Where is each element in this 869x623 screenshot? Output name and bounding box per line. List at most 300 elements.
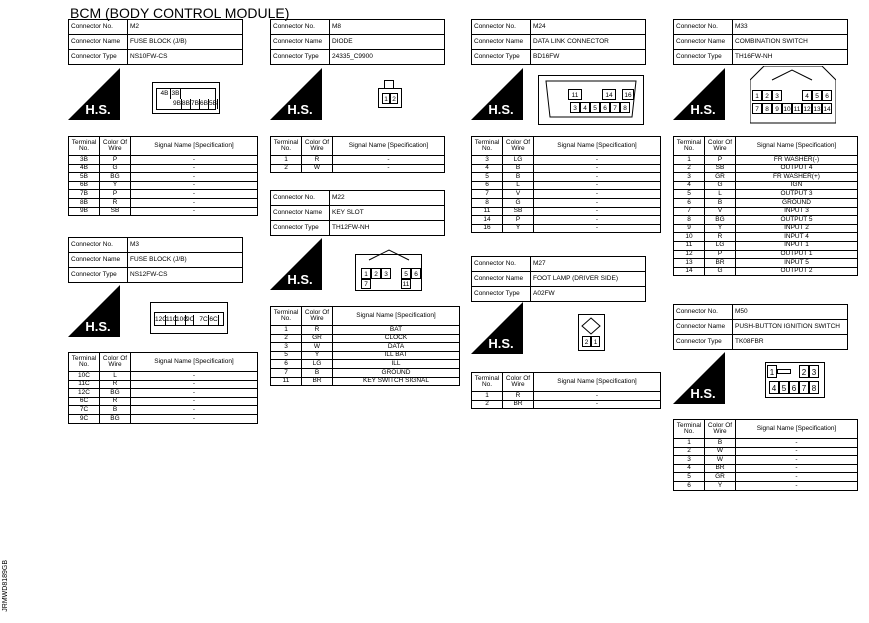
connector-info-row: [472, 20, 646, 35]
connector-field-label: Connector Type: [472, 287, 531, 302]
terminal-no: 7: [472, 190, 503, 199]
header-line: Wire: [310, 315, 324, 322]
signal-name: INPUT 5: [736, 259, 858, 268]
signal-name: BAT: [333, 326, 460, 335]
header-line: No.: [481, 145, 493, 152]
table-row: [472, 164, 661, 173]
hs-logo-icon: [673, 68, 725, 120]
connector-field-value: M3: [128, 238, 243, 253]
connector-pin-label: 8: [762, 103, 772, 114]
signal-name: -: [736, 439, 858, 448]
connector-pin-label: 3: [381, 268, 391, 279]
connector-field-value: NS10FW-CS: [128, 50, 243, 65]
signal-name: -: [736, 464, 858, 473]
connector-info-row: [69, 20, 243, 35]
hs-label: H.S.: [488, 102, 514, 117]
connector-pin-label: 11: [792, 103, 802, 114]
hs-logo-icon: [68, 68, 120, 120]
connector-pin-label: 9C: [186, 316, 195, 323]
terminal-table-header: [472, 137, 661, 156]
wire-color: R: [705, 233, 736, 242]
terminal-no: 10C: [69, 372, 100, 381]
connector-field-value: M50: [733, 305, 848, 320]
connector-pin-label: 3: [570, 102, 580, 113]
connector-info-table: [673, 304, 848, 350]
table-row: [674, 241, 858, 250]
connector-pin-label: 2: [390, 93, 398, 104]
signal-name: GROUND: [333, 368, 460, 377]
connector-field-value: FUSE BLOCK (J/B): [128, 253, 243, 268]
header-line: Color Of: [102, 354, 128, 362]
terminal-no-header: [271, 137, 302, 156]
connector-info-table: [270, 19, 445, 65]
wire-color: R: [100, 380, 131, 389]
wire-color: W: [705, 456, 736, 465]
terminal-no-header: [674, 137, 705, 156]
hs-label: H.S.: [287, 272, 313, 287]
terminal-no: 1: [271, 326, 302, 335]
table-row: [69, 164, 258, 173]
table-row: [271, 368, 460, 377]
header-line: Wire: [713, 428, 727, 435]
wire-color: G: [503, 198, 534, 207]
pin-table-m22: [270, 306, 460, 386]
terminal-no: 8B: [69, 198, 100, 207]
signal-name: INPUT 4: [736, 233, 858, 242]
terminal-table: [673, 136, 858, 276]
signal-name-header: Signal Name [Specification]: [736, 420, 858, 439]
connector-pin-label: 11C: [166, 316, 178, 323]
table-row: [674, 181, 858, 190]
connector-info-table: [471, 256, 646, 302]
terminal-no: 3B: [69, 156, 100, 165]
table-row: [271, 164, 445, 173]
terminal-no: 12C: [69, 389, 100, 398]
table-row: [69, 380, 258, 389]
terminal-table: [270, 136, 445, 173]
connector-field-label: Connector No.: [69, 238, 128, 253]
connector-info-table: [68, 237, 243, 283]
terminal-table: [68, 136, 258, 216]
connector-pin-label: 7: [799, 381, 809, 394]
wire-color: L: [100, 372, 131, 381]
table-row: [674, 224, 858, 233]
wire-color: B: [503, 173, 534, 182]
table-row: [69, 156, 258, 165]
connector-info-row: [472, 257, 646, 272]
signal-name: -: [534, 198, 661, 207]
wire-color: GR: [302, 334, 333, 343]
connector-field-value: M8: [330, 20, 445, 35]
wire-color: LG: [705, 241, 736, 250]
terminal-no-header: [69, 353, 100, 372]
connector-field-label: Connector Name: [674, 320, 733, 335]
signal-name: -: [534, 190, 661, 199]
connector-field-value: M24: [531, 20, 646, 35]
connector-pin-label: 16: [622, 89, 634, 100]
connector-pin-label: 7: [610, 102, 620, 113]
terminal-no: 5: [472, 173, 503, 182]
signal-name: -: [534, 400, 661, 409]
connector-field-label: Connector No.: [674, 305, 733, 320]
wire-color-header: [100, 353, 131, 372]
wire-color: Y: [705, 481, 736, 490]
wire-color: R: [302, 326, 333, 335]
pin-table-m24: [471, 136, 661, 233]
terminal-no: 9: [674, 224, 705, 233]
terminal-table: [68, 352, 258, 424]
connector-field-value: TK08FBR: [733, 335, 848, 350]
connector-pin-label: 8: [809, 381, 819, 394]
header-line: Color Of: [505, 374, 531, 382]
wire-color: BG: [100, 414, 131, 423]
signal-name: ILL: [333, 360, 460, 369]
connector-pin-label: 13: [812, 103, 822, 114]
connector-field-value: M2: [128, 20, 243, 35]
terminal-no: 6C: [69, 397, 100, 406]
connector-pin-label: 4: [769, 381, 779, 394]
signal-name: OUTPUT 2: [736, 267, 858, 276]
wire-color: L: [705, 190, 736, 199]
wire-color: R: [302, 156, 333, 165]
connector-info-row: [271, 221, 445, 236]
header-line: Terminal: [676, 138, 702, 146]
terminal-table: [673, 419, 858, 491]
connector-info-row: [674, 20, 848, 35]
wire-color: B: [705, 439, 736, 448]
connector-field-label: Connector No.: [271, 20, 330, 35]
connector-field-value: 24335_C9900: [330, 50, 445, 65]
connector-pin-label: 3: [772, 90, 782, 101]
terminal-table-header: [674, 420, 858, 439]
document-code: JRMWD8189GB: [2, 560, 9, 612]
signal-name: -: [131, 389, 258, 398]
connector-field-label: Connector Type: [271, 221, 330, 236]
signal-name: DATA: [333, 343, 460, 352]
table-row: [271, 156, 445, 165]
terminal-table-header: [69, 353, 258, 372]
connector-header-m3: [68, 237, 243, 283]
wire-color: BG: [100, 389, 131, 398]
connector-field-value: COMBINATION SWITCH: [733, 35, 848, 50]
terminal-no: 12: [674, 250, 705, 259]
connector-info-row: [69, 238, 243, 253]
terminal-no: 13: [674, 259, 705, 268]
terminal-table-header: [271, 137, 445, 156]
terminal-no: 4: [674, 181, 705, 190]
connector-pin-label: 14: [602, 89, 616, 100]
signal-name-header: Signal Name [Specification]: [534, 137, 661, 156]
signal-name: -: [333, 164, 445, 173]
connector-field-label: Connector Type: [472, 50, 531, 65]
terminal-no: 11: [271, 377, 302, 386]
terminal-no: 5: [674, 190, 705, 199]
header-line: Color Of: [304, 308, 330, 316]
wire-color: BG: [100, 173, 131, 182]
connector-pin-label: 6: [600, 102, 610, 113]
connector-field-label: Connector No.: [69, 20, 128, 35]
signal-name: -: [131, 397, 258, 406]
terminal-no: 4B: [69, 164, 100, 173]
header-line: No.: [280, 315, 292, 322]
signal-name: OUTPUT 1: [736, 250, 858, 259]
connector-info-row: [69, 50, 243, 65]
wire-color: W: [705, 447, 736, 456]
terminal-no-header: [69, 137, 100, 156]
header-line: No.: [78, 361, 90, 368]
wire-color: V: [503, 190, 534, 199]
connector-pin-label: 3: [809, 365, 819, 378]
connector-info-row: [271, 50, 445, 65]
connector-info-row: [271, 191, 445, 206]
terminal-no: 14: [472, 216, 503, 225]
connector-pin-label: 4B: [159, 89, 171, 99]
wire-color: B: [302, 368, 333, 377]
table-row: [271, 334, 460, 343]
table-row: [271, 326, 460, 335]
header-line: No.: [683, 145, 695, 152]
table-row: [69, 198, 258, 207]
terminal-no-header: [472, 137, 503, 156]
connector-pin-label: 5: [812, 90, 822, 101]
terminal-no: 14: [674, 267, 705, 276]
terminal-table-header: [472, 373, 661, 392]
header-line: Wire: [511, 145, 525, 152]
wire-color: P: [705, 156, 736, 165]
connector-header-m50: [673, 304, 848, 350]
signal-name: OUTPUT 3: [736, 190, 858, 199]
wire-color: G: [100, 164, 131, 173]
table-row: [69, 372, 258, 381]
connector-pin-label: 6C: [209, 316, 218, 323]
signal-name: -: [131, 181, 258, 190]
signal-name: -: [131, 414, 258, 423]
signal-name: -: [131, 207, 258, 216]
connector-pin-label: 9: [772, 103, 782, 114]
table-row: [674, 250, 858, 259]
table-row: [674, 267, 858, 276]
table-row: [674, 233, 858, 242]
hs-label: H.S.: [690, 386, 716, 401]
table-row: [69, 173, 258, 182]
signal-name: -: [131, 380, 258, 389]
table-row: [674, 156, 858, 165]
table-row: [69, 389, 258, 398]
signal-name: -: [534, 224, 661, 233]
hs-logo-icon: [471, 302, 523, 354]
terminal-no: 1: [271, 156, 302, 165]
wire-color: Y: [100, 181, 131, 190]
connector-field-value: PUSH-BUTTON IGNITION SWITCH: [733, 320, 848, 335]
wire-color: P: [503, 216, 534, 225]
table-row: [69, 207, 258, 216]
wire-color-header: [705, 137, 736, 156]
connector-pin-label: 1: [361, 268, 371, 279]
terminal-no: 7: [271, 368, 302, 377]
terminal-no: 8: [472, 198, 503, 207]
connector-field-value: FOOT LAMP (DRIVER SIDE): [531, 272, 646, 287]
connector-field-label: Connector Name: [271, 206, 330, 221]
terminal-no: 2: [472, 400, 503, 409]
terminal-no: 11: [472, 207, 503, 216]
wire-color-header: [503, 373, 534, 392]
connector-field-value: NS12FW-CS: [128, 268, 243, 283]
signal-name: -: [131, 372, 258, 381]
signal-name: INPUT 3: [736, 207, 858, 216]
connector-info-row: [271, 206, 445, 221]
connector-pin-label: 1: [752, 90, 762, 101]
table-row: [674, 447, 858, 456]
signal-name: -: [534, 156, 661, 165]
table-row: [674, 198, 858, 207]
hs-label: H.S.: [690, 102, 716, 117]
terminal-no: 10: [674, 233, 705, 242]
connector-header-m24: [471, 19, 646, 65]
header-line: Terminal: [71, 354, 97, 362]
pin-table-m2: [68, 136, 258, 216]
terminal-no: 6B: [69, 181, 100, 190]
terminal-no: 1: [674, 156, 705, 165]
connector-pin-label: 14: [822, 103, 832, 114]
terminal-no: 3: [472, 156, 503, 165]
table-row: [674, 456, 858, 465]
pin-table-m27: [471, 372, 661, 409]
signal-name: -: [534, 207, 661, 216]
connector-pin-label: 5: [401, 268, 411, 279]
wire-color: BR: [503, 400, 534, 409]
header-line: Wire: [713, 145, 727, 152]
header-line: No.: [78, 145, 90, 152]
table-row: [472, 190, 661, 199]
wire-color: BR: [705, 259, 736, 268]
connector-pin-label: 2: [582, 336, 591, 347]
connector-pin-label: 7: [752, 103, 762, 114]
signal-name: -: [131, 164, 258, 173]
connector-pin-label: 10: [782, 103, 792, 114]
wire-color: B: [100, 406, 131, 415]
header-line: Wire: [108, 145, 122, 152]
connector-pin-label: 4: [580, 102, 590, 113]
connector-field-value: KEY SLOT: [330, 206, 445, 221]
signal-name-header: Signal Name [Specification]: [333, 307, 460, 326]
connector-pin-label: 11: [402, 281, 410, 288]
connector-inner: [154, 312, 224, 326]
signal-name: IGN: [736, 181, 858, 190]
connector-pin-label: 12: [802, 103, 812, 114]
connector-field-value: A02FW: [531, 287, 646, 302]
signal-name: -: [131, 156, 258, 165]
header-line: Color Of: [707, 138, 733, 146]
connector-field-value: M27: [531, 257, 646, 272]
connector-info-row: [271, 20, 445, 35]
terminal-table-header: [674, 137, 858, 156]
connector-field-label: Connector Name: [472, 272, 531, 287]
terminal-no: 6: [674, 481, 705, 490]
header-line: Terminal: [474, 138, 500, 146]
pin-table-m50: [673, 419, 858, 491]
connector-info-row: [472, 35, 646, 50]
wire-color-header: [100, 137, 131, 156]
terminal-no-header: [271, 307, 302, 326]
wire-color: GR: [705, 473, 736, 482]
table-row: [472, 392, 661, 401]
wire-color: P: [100, 156, 131, 165]
terminal-no: 5: [674, 473, 705, 482]
signal-name: CLOCK: [333, 334, 460, 343]
connector-field-label: Connector No.: [271, 191, 330, 206]
terminal-no: 9B: [69, 207, 100, 216]
connector-info-row: [271, 35, 445, 50]
wire-color: BR: [302, 377, 333, 386]
wire-color: BG: [705, 216, 736, 225]
header-line: No.: [280, 145, 292, 152]
connector-pin-label: 8: [620, 102, 630, 113]
terminal-no: 6: [271, 360, 302, 369]
connector-field-label: Connector Name: [472, 35, 531, 50]
table-row: [674, 464, 858, 473]
terminal-no: 11C: [69, 380, 100, 389]
wire-color: SB: [705, 164, 736, 173]
connector-info-row: [69, 268, 243, 283]
signal-name: FR WASHER(-): [736, 156, 858, 165]
table-row: [271, 377, 460, 386]
connector-field-label: Connector Name: [674, 35, 733, 50]
pin-table-m3: [68, 352, 258, 424]
wire-color: R: [100, 198, 131, 207]
connector-pin-label: 11: [568, 89, 582, 100]
wire-color: SB: [503, 207, 534, 216]
connector-field-label: Connector No.: [472, 257, 531, 272]
connector-info-table: [673, 19, 848, 65]
terminal-no: 3: [674, 456, 705, 465]
connector-info-row: [674, 50, 848, 65]
connector-field-value: BD16FW: [531, 50, 646, 65]
table-row: [674, 259, 858, 268]
signal-name-header: Signal Name [Specification]: [131, 137, 258, 156]
table-row: [674, 190, 858, 199]
terminal-table: [471, 372, 661, 409]
connector-pin-label: 4: [802, 90, 812, 101]
terminal-no: 2: [271, 334, 302, 343]
table-row: [472, 156, 661, 165]
wire-color: P: [100, 190, 131, 199]
connector-field-value: M22: [330, 191, 445, 206]
terminal-no: 6: [472, 181, 503, 190]
connector-pin-label: 1: [767, 365, 777, 378]
signal-name: -: [736, 456, 858, 465]
terminal-no: 5: [271, 351, 302, 360]
wire-color: B: [705, 198, 736, 207]
connector-field-label: Connector Type: [674, 335, 733, 350]
connector-info-row: [472, 272, 646, 287]
connector-field-label: Connector Name: [69, 35, 128, 50]
table-row: [472, 216, 661, 225]
terminal-no: 16: [472, 224, 503, 233]
table-row: [472, 224, 661, 233]
connector-field-value: M33: [733, 20, 848, 35]
connector-inner: [156, 88, 216, 110]
signal-name-header: Signal Name [Specification]: [736, 137, 858, 156]
wire-color-header: [705, 420, 736, 439]
signal-name: -: [736, 481, 858, 490]
connector-field-label: Connector Type: [271, 50, 330, 65]
connector-pin-label: 7C: [199, 316, 208, 323]
wire-color: B: [503, 164, 534, 173]
header-line: Wire: [511, 381, 525, 388]
table-row: [472, 207, 661, 216]
signal-name: -: [131, 198, 258, 207]
connector-pin-label: 5: [779, 381, 789, 394]
